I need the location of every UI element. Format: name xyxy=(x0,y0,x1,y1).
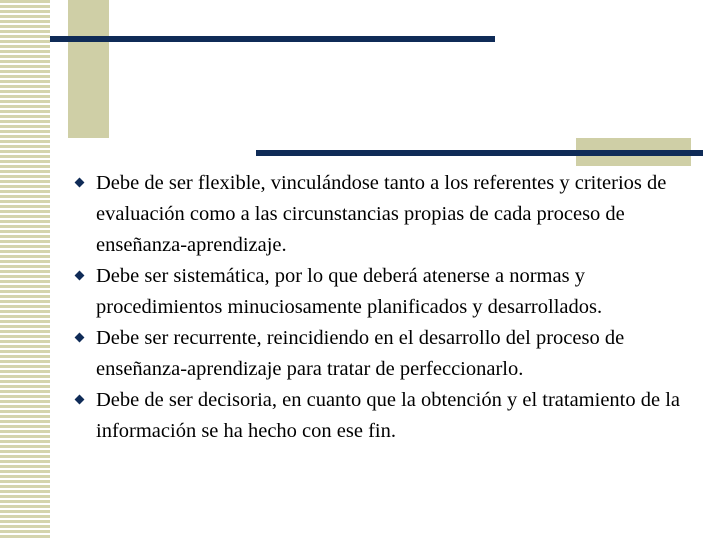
decorative-rule-mid xyxy=(256,150,703,156)
bullet-item xyxy=(72,385,702,447)
bullet-text: Debe de ser flexible, vinculándose tanto a los referentes y criterios de evaluación como a las circunstancias propias de cada proceso de enseñanza-aprendizaje. xyxy=(96,172,667,256)
decorative-stripe-panel xyxy=(0,0,50,540)
bullet-item xyxy=(72,168,702,261)
decorative-rule-top xyxy=(50,36,495,42)
bullet-text: Debe de ser decisoria, en cuanto que la obtención y el tratamiento de la información se ha hecho con ese fin. xyxy=(96,389,681,442)
bullet-text: Debe ser recurrente, reincidiendo en el desarrollo del proceso de enseñanza-aprendizaje para tratar de perfeccionarlo. xyxy=(96,327,625,380)
diamond-bullet-icon xyxy=(75,178,85,188)
diamond-bullet-icon xyxy=(75,395,85,405)
bullet-item xyxy=(72,261,702,323)
diamond-bullet-icon xyxy=(75,333,85,343)
bullet-item xyxy=(72,323,702,385)
bullet-list xyxy=(72,168,702,447)
bullet-text: Debe ser sistemática, por lo que deberá atenerse a normas y procedimientos minuciosamente planificados y desarrollados. xyxy=(96,265,603,318)
decorative-block-left xyxy=(68,0,109,138)
diamond-bullet-icon xyxy=(75,271,85,281)
